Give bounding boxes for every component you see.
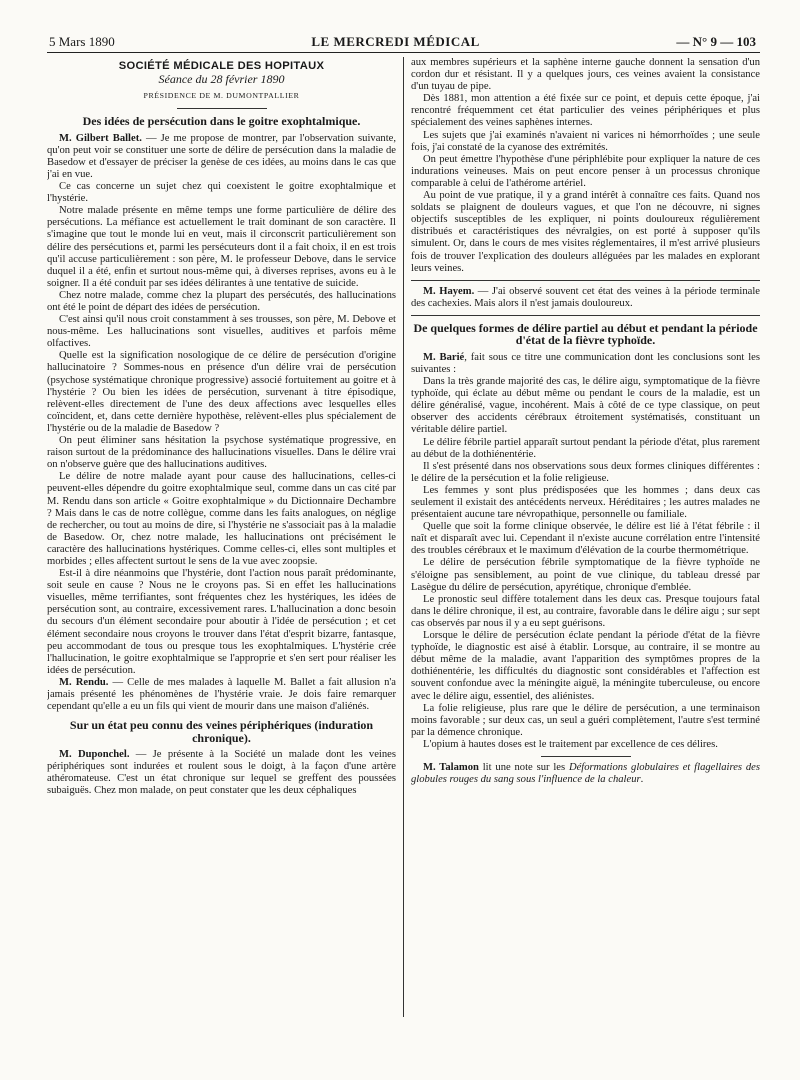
columns	[47, 57, 760, 1017]
divider	[411, 315, 760, 316]
paragraph: C'est ainsi qu'il nous croit constamment à ses trousses, son père, M. Debove et nous-même. Les hallucinations sont visuelles, auditives et parfois même olfactives.	[47, 314, 396, 350]
paragraph: Au point de vue pratique, il y a grand intérêt à connaître ces faits. Quand nos soldats se plaignent de douleurs vagues, et que l'on ne découvre, ni signes objectifs susceptibles de les expliquer, ni points douloureux régulièrement distribués et caractéristiques des névralgies, on est porté à supposer qu'ils simulent. Or, dans le cours de mes visites réglementaires, il m'est arrivé plusieurs fois de trouver l'explication des douleurs alléguées par les malades en explorant leurs veines.	[411, 190, 760, 274]
paragraph-text: lit une note sur les	[478, 761, 569, 773]
paragraph-text: , fait sous ce titre une communication dont les conclusions sont les suivantes :	[411, 351, 760, 375]
paragraph: Notre malade présente en même temps une forme particulière de délire des persécutions. La méfiance est actuellement le trait dominant de son caractère. Il s'imagine que tout le monde lui en veut, mais il circonscrit particulièrement son délire des persécutions et, parmi les persécuteurs dont il a fait choix, il en est trois qu'il accuse particulièrement : son père, M. le professeur Debove, dans le service duquel il a été, enfin et surtout nous-même qui, à diverses reprises, avons eu à le soigner. Il a été conduit par ses idées délirantes à une tentative de suicide.	[47, 205, 396, 289]
header-title: LE MERCREDI MÉDICAL	[311, 34, 480, 49]
paragraph: Il s'est présenté dans nos observations sous deux formes cliniques différentes : le délire de la persécution et la folie religieuse.	[411, 460, 760, 484]
paragraph: Est-il à dire néanmoins que l'hystérie, dont l'action nous paraît prédominante, soit seule en cause ? Nous ne le croyons pas. Si en effet les hallucinations visuelles, même terrifiantes, sont fréquentes chez les hystériques, les idées de persécution sont, au contraire, excessivement rares. L'hallucination a donc besoin du secours d'un élément secondaire pour aboutir à l'idée de persécution ; et cet élément secondaire nous croyons le trouver dans l'état d'esprit bizarre, fantasque, peu accommodant de tous ou presque tous les exophtalmiques. L'hystérie crée l'hallucination, le goitre exophtalmique se l'approprie et s'en sert pour réaliser les idées de persécution.	[47, 568, 396, 676]
paragraph: Le délire fébrile partiel apparaît surtout pendant la période d'état, plus rarement au début de la dothiénentérie.	[411, 436, 760, 460]
paragraph-text: — Je présente à la Société un malade dont les veines périphériques sont indurées et roulent sous le doigt, à la façon d'une artère athéromateuse. C'est un état chronique sur lequel se greffent des poussées subaiguës. Chez mon malade, on peut constater que les deux céphaliques	[47, 749, 396, 797]
speaker-name: M. Talamon	[423, 761, 479, 773]
column-rule	[403, 57, 404, 1017]
speaker-name: M. Duponchel.	[59, 749, 130, 761]
header-issue: — N° 9 — 103	[676, 34, 756, 49]
speaker-name: M. Hayem.	[423, 285, 475, 297]
paragraph: On peut émettre l'hypothèse d'une périphlébite pour expliquer la nature de ces indurations veineuses. Mais on peut encore penser à un processus chronique comparable à celui de l'athérome artériel.	[411, 153, 760, 189]
paragraph: On peut éliminer sans hésitation la psychose systématique progressive, en raison surtout de la prédominance des hallucinations visuelles. Dans le délire vrai on n'observe guère que des hallucinations auditives.	[47, 435, 396, 471]
presidence-line: PRÉSIDENCE DE M. DUMONTPALLIER	[143, 91, 300, 101]
divider	[411, 280, 760, 281]
section-title-veines: Sur un état peu connu des veines périphériques (induration chronique).	[69, 718, 374, 745]
paragraph: Le délire de notre malade ayant pour cause des hallucinations, celles-ci peuvent-elles dépendre du goitre exophtalmique seul, comme dans un cas cité par M. Rendu dans son article « Goitre exophtalmique » du Dictionnaire Dechambre ? Mais dans le cas de notre collègue, comme dans les faits analogues, on néglige de rechercher, ou tout au moins de dire, si l'hystérie ne s'associait pas à la maladie de Basedow. Or, chez notre malade, les hallucinations ont précisément le caractère des hallucinations hystériques. Comme celles-ci, elles sont multiples et morbides ; elles affectent surtout le sens de la vue avec zoopsie.	[47, 471, 396, 567]
divider	[177, 108, 267, 109]
paragraph-text: — Je me propose de montrer, par l'observation suivante, qu'on peut voir se constituer une sorte de délire de persécution dans la maladie de Basedow et d'essayer de préciser la genèse de ces idées, au moins dans le cas que j'ai en vue.	[47, 132, 396, 180]
divider	[541, 756, 631, 757]
society-name: SOCIÉTÉ MÉDICALE DES HOPITAUX	[118, 60, 325, 72]
right-column	[411, 57, 760, 1017]
paragraph-text: — Celle de mes malades à laquelle M. Ballet a fait allusion n'a jamais présenté les phénomènes de l'hystérie vraie. Je dois faire remarquer cependant qu'elle a eu un fils qui vient de mourir dans une maison d'aliénés.	[47, 676, 396, 713]
paragraph: Quelle est la signification nosologique de ce délire de persécution d'origine hallucinatoire ? Sommes-nous en présence d'un délire vrai de persécution (psychose systématique chronique progressive) associé fortuitement au goitre et à l'hystérie ? Ou bien les idées de persécution, survenant à titre épisodique, relèvent-elles directement de l'une des deux affections avec lesquelles elles coïncident, et, dans cette dernière hypothèse, relèvent-elles plus spécialement de l'hystérie ou de la maladie de Basedow ?	[47, 350, 396, 434]
paragraph: L'opium à hautes doses est le traitement par excellence de ces délires.	[423, 738, 718, 750]
paragraph: Les sujets que j'ai examinés n'avaient ni varices ni hémorrhoïdes ; une seule fois, j'ai constaté de la cyanose des extrémités.	[411, 129, 760, 153]
paragraph: Lorsque le délire de persécution éclate pendant la période d'état de la fièvre typhoïde, le diagnostic est aisé à établir. Lorsque, au contraire, il se montre au début même de la maladie, avant l'apparition des symptômes propres de la dothiénentérie, les difficultés du diagnostic sont considérables et l'affection est souvent confondue avec la méningite aiguë, la méningite tuberculeuse, ou encore avec le délire aigu, essentiel, des aliénistes.	[411, 630, 760, 702]
paragraph: Chez notre malade, comme chez la plupart des persécutés, des hallucinations ont été le point de départ des idées de persécution.	[47, 289, 396, 313]
paragraph: Le délire de persécution fébrile symptomatique de la fièvre typhoïde ne s'éloigne pas sensiblement, au point de vue clinique, du tableau dressé par Lasègue du délire de persécution, apyrétique, chronique d'emblée.	[411, 557, 760, 593]
page-header	[47, 34, 760, 53]
paragraph: Quelle que soit la forme clinique observée, le délire est lié à l'état fébrile : il naît et disparaît avec lui. Cependant il n'existe aucune corrélation entre l'intensité des troubles cérébraux et le maximum d'élévation de la courbe thermométrique.	[411, 521, 760, 557]
paragraph	[411, 762, 760, 786]
note-title: Déformations globulaires et flagellaires des globules rouges du sang sous l'influence de la chaleur	[411, 761, 760, 786]
section-title-persecution: Des idées de persécution dans le goitre exophtalmique.	[82, 114, 361, 129]
paragraph: Ce cas concerne un sujet chez qui coexistent le goitre exophtalmique et l'hystérie.	[47, 181, 396, 205]
paragraph	[47, 677, 396, 713]
header-date: 5 Mars 1890	[49, 34, 115, 49]
speaker-name: M. Barié	[423, 351, 465, 363]
paragraph: Dans la très grande majorité des cas, le délire aigu, symptomatique de la fièvre typhoïde, qui éclate au début même ou pendant le cours de la maladie, est un délire généralisé, vague, incohérent. Mais à côté de ce type classique, on peut observer des accidents cérébraux étroitement systématisés, constituant un véritable délire partiel.	[411, 376, 760, 436]
section-title-delire: De quelques formes de délire partiel au début et pendant la période d'état de la fièvre typhoïde.	[413, 320, 758, 348]
speaker-name: M. Rendu.	[59, 676, 109, 688]
paragraph	[47, 749, 396, 797]
paragraph	[411, 286, 760, 310]
paragraph: La folie religieuse, plus rare que le délire de persécution, a une terminaison moins favorable ; sur deux cas, un seul a guéri complètement, l'autre s'est terminé par la démence chronique.	[411, 702, 760, 738]
paragraph: Dès 1881, mon attention a été fixée sur ce point, et depuis cette époque, j'ai rencontré fréquemment cet état particulier des veines périphériques et plus spécialement des veines saphènes internes.	[411, 93, 760, 129]
speaker-name: M. Gilbert Ballet.	[59, 132, 142, 144]
paragraph	[411, 352, 760, 376]
session-date: Séance du 28 février 1890	[158, 72, 285, 87]
paragraph	[47, 133, 396, 181]
paragraph-text: .	[640, 774, 644, 786]
paragraph: aux membres supérieurs et la saphène interne gauche donnent la sensation d'un cordon dur et résistant. Il y a quelques jours, ces veines avaient la consistance d'un tuyau de pipe.	[411, 57, 760, 93]
paragraph-text: — J'ai observé souvent cet état des veines à la période terminale des cachexies. Mais alors il n'est jamais douloureux.	[411, 285, 760, 309]
paragraph: Le pronostic seul diffère totalement dans les deux cas. Presque toujours fatal dans le délire chronique, il est, au contraire, favorable dans le délire aigu ; sur sept cas observés par nous il y a eu sept guérisons.	[411, 593, 760, 629]
paragraph: Les femmes y sont plus prédisposées que les hommes ; dans deux cas seulement il existait des antécédents nerveux. Héréditaires ; les autres malades ne présentaient aucune tare névropathique, personnelle ou familiale.	[411, 484, 760, 521]
left-column	[47, 57, 396, 1017]
